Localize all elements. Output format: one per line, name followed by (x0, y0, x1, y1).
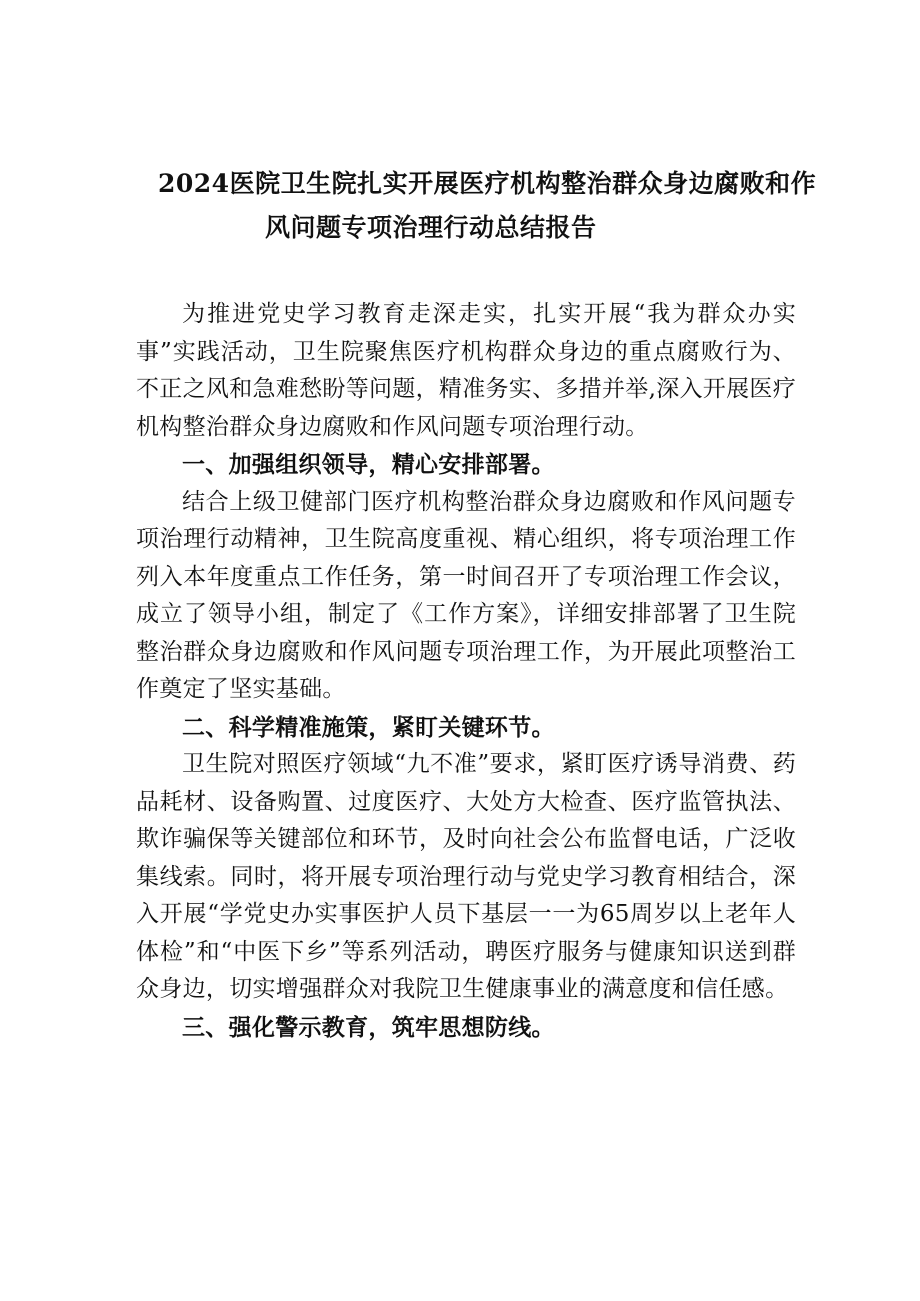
document-title-line-2: 风问题专项治理行动总结报告 (265, 213, 597, 242)
document-body (136, 296, 796, 1046)
section-3-heading: 三、强化警示教育，筑牢思想防线。 (182, 1013, 555, 1041)
intro-paragraph: 为推进党史学习教育走深走实，扎实开展“我为群众办实事”实践活动，卫生院聚焦医疗机构群众身边的重点腐败行为、不正之风和急难愁盼等问题，精准务实、多措并举,深入开展医疗机构整治群众身边腐败和作风问题专项治理行动。 (136, 301, 797, 440)
document-title-line-1: 2024医院卫生院扎实开展医疗机构整治群众身边腐败和作 (158, 169, 817, 198)
section-2-heading: 二、科学精准施策，紧盯关键环节。 (182, 713, 555, 741)
section-1-paragraph: 结合上级卫健部门医疗机构整治群众身边腐败和作风问题专项治理行动精神，卫生院高度重视、精心组织，将专项治理工作列入本年度重点工作任务，第一时间召开了专项治理工作会议，成立了领导小组，制定了《工作方案》，详细安排部署了卫生院整治群众身边腐败和作风问题专项治理工作，为开展此项整治工作奠定了坚实基础。 (136, 488, 796, 702)
section-1-heading: 一、加强组织领导，精心安排部署。 (182, 451, 555, 478)
section-2-paragraph: 卫生院对照医疗领域“九不准”要求，紧盯医疗诱导消费、药品耗材、设备购置、过度医疗、大处方大检查、医疗监管执法、欺诈骗保等关键部位和环节，及时向社会公布监督电话，广泛收集线索。同时，将开展专项治理行动与党史学习教育相结合，深入开展“学党史办实事医护人员下基层一一为65周岁以上老年人体检”和“中医下乡”等系列活动，聘医疗服务与健康知识送到群众身边，切实增强群众对我院卫生健康事业的满意度和信任感。 (136, 751, 796, 1002)
